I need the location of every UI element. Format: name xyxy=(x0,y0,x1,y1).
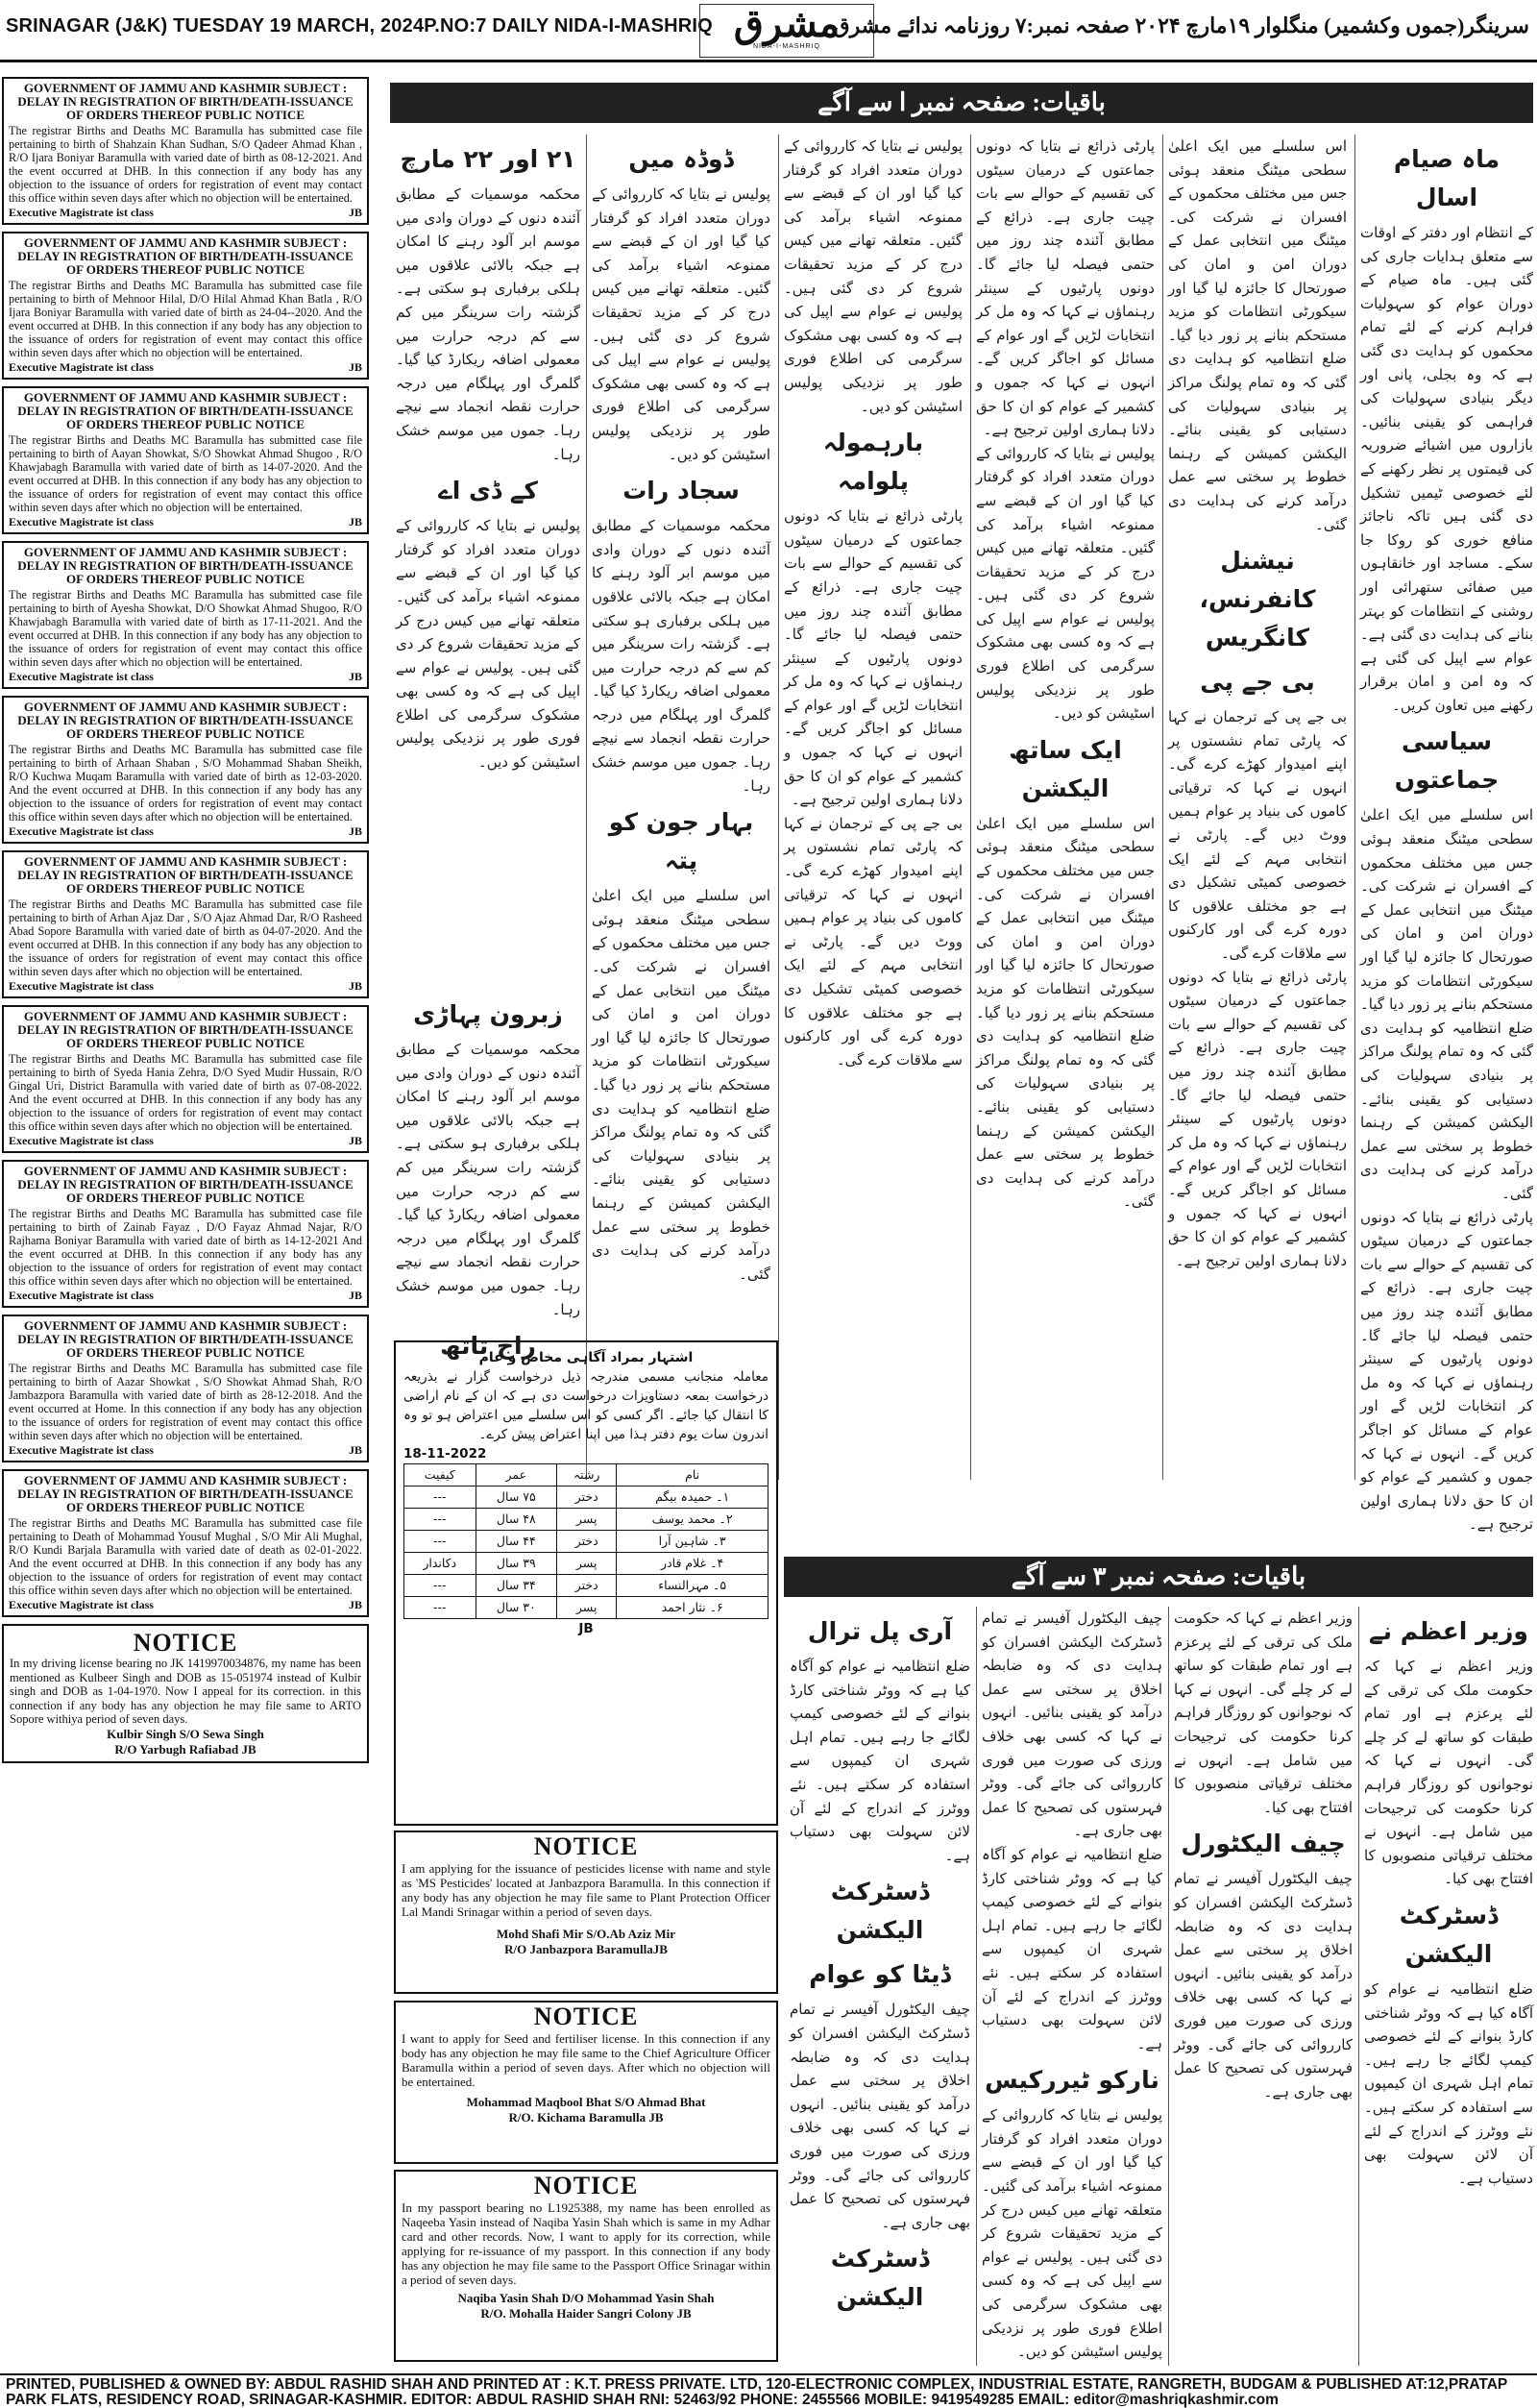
notice-address: R/O. Mohalla Haider Sangri Colony JB xyxy=(480,2306,692,2321)
table-row xyxy=(404,1597,768,1619)
urdu-notice-code: JB xyxy=(578,1621,594,1636)
table-cell: ۳۴ سال xyxy=(476,1575,557,1597)
imprint-line-1: PRINTED, PUBLISHED & OWNED BY: ABDUL RASHID SHAH AND PRINTED AT : K.T. PRESS PRIVATE. LTD, 120-ELECTRONIC COMPLEX, INDUSTRIAL ESTATE, RANGRETH, BUDGAM & PUBLISHED AT:12,PRATAP xyxy=(6,2376,1508,2393)
article-headline: بہار جون کو پتہ xyxy=(608,808,754,875)
notice-address: R/O Yarbugh Rafiabad JB xyxy=(114,1741,256,1757)
article-text: اس سلسلے میں ایک اعلیٰ سطحی میٹنگ منعقد ہوئی جس میں مختلف محکموں کے افسران نے شرکت کی۔ میٹنگ میں انتخابی عمل کے دوران امن و امان کی صورتحال کا جائزہ لیا گیا اور سیکورٹی انتظامات کو مزید مستحکم بنانے پر زور دیا گیا۔ ضلع انتظامیہ کو ہدایت دی گئی کہ وہ تمام پولنگ مراکز پر بنیادی سہولیات کی دستیابی کو یقینی بنائے۔ الیکشن کمیشن کے رہنما خطوط پر سختی سے عمل درآمد کرنے کی ہدایت دی گئی۔ xyxy=(1360,806,1533,1202)
seed-fertiliser-license-notice xyxy=(394,2001,778,2164)
notice-header: GOVERNMENT OF JAMMU AND KASHMIR SUBJECT : DELAY IN REGISTRATION OF BIRTH/DEATH-ISSUANCE OF ORDERS THEREOF PUBLIC NOTICE xyxy=(17,1164,354,1205)
table-cell: ۳۰ سال xyxy=(476,1597,557,1619)
article-text: بی جے پی کے ترجمان نے کہا کہ پارٹی تمام نشستوں پر اپنے امیدوار کھڑے کرے گی۔ انہوں نے کہا کہ ترقیاتی کاموں کی بنیاد پر عوام ہمیں ووٹ دیں گے۔ پارٹی نے انتخابی مہم کے لئے ایک خصوصی کمیٹی تشکیل دی ہے جو مختلف علاقوں کا دورہ کرے گی اور کارکنوں سے ملاقات کرے گی۔ xyxy=(784,814,963,1069)
article-headline: نیشنل کانفرنس، کانگریس xyxy=(1199,547,1316,652)
notice-code: JB xyxy=(348,206,362,219)
notice-header: GOVERNMENT OF JAMMU AND KASHMIR SUBJECT : DELAY IN REGISTRATION OF BIRTH/DEATH-ISSUANCE OF ORDERS THEREOF PUBLIC NOTICE xyxy=(17,545,354,586)
passport-correction-notice xyxy=(394,2170,778,2362)
table-header: نام xyxy=(617,1464,768,1487)
article-text: وزیر اعظم نے کہا کہ حکومت ملک کی ترقی کے لئے پرعزم ہے اور تمام طبقات کو ساتھ لے کر چلے گی۔ انہوں نے کہا کہ نوجوانوں کو روزگار فراہم کرنا حکومت کی ترجیحات میں شامل ہے۔ انہوں نے مختلف ترقیاتی منصوبوں کا افتتاح بھی کیا۔ xyxy=(1174,1609,1353,1816)
article-text: ضلع انتظامیہ نے عوام کو آگاہ کیا ہے کہ ووٹر شناختی کارڈ بنوانے کے لئے خصوصی کیمپ لگائے جا رہے ہیں۔ تمام اہل شہری ان کیمپوں سے استفادہ کر سکتے ہیں۔ نئے ووٹرز کے اندراج کے لئے آن لائن سہولت بھی دستیاب ہے۔ xyxy=(982,1845,1162,2052)
table-cell: ۴۔ غلام قادر xyxy=(617,1553,768,1575)
article-column xyxy=(1168,135,1347,1470)
continued-from-page-1-banner: باقیات: صفحہ نمبر ا سے آگے xyxy=(390,83,1533,123)
article-text: چیف الیکٹورل آفیسر نے تمام ڈسٹرکٹ الیکشن افسران کو ہدایت دی کہ وہ ضابطہ اخلاق پر سختی سے عمل درآمد کو یقینی بنائیں۔ انہوں نے کہا کہ کسی بھی خلاف ورزی کی صورت میں فوری کارروائی کی جائے گی۔ ووٹر فہرستوں کی تصحیح کا عمل بھی جاری ہے۔ xyxy=(1174,1870,1353,2101)
urdu-notice-header: اشتہار بمراد آگاہی مخاص و عام xyxy=(478,1350,694,1365)
column-divider xyxy=(1358,1607,1359,2366)
notice-signatory: Executive Magistrate ist class xyxy=(9,979,154,993)
notice-signatory: Executive Magistrate ist class xyxy=(9,515,154,528)
notice-title: NOTICE xyxy=(133,1629,238,1657)
notice-body: The registrar Births and Deaths MC Baramulla has submitted case file pertaining to birth of Arhaan Shaban , S/O Mohammad Shaban Sheikh, R/O Kuchwa Muqam Baramulla with varied date of birth as 12-03-2020. And the event occurred at DHB. In this connection if any body has any objection to the issuance of orders for registration of event may contact this office within seven days after which no objection will be entertained. xyxy=(9,743,362,823)
article-text: پارٹی ذرائع نے بتایا کہ دونوں جماعتوں کے درمیان سیٹوں کی تقسیم کے حوالے سے بات چیت جاری ہے۔ ذرائع کے مطابق آئندہ چند روز میں حتمی فیصلہ لیا جائے گا۔ دونوں پارٹیوں کے سینئر رہنماؤں نے کہا کہ وہ مل کر انتخابات لڑیں گے اور عوام کے مسائل کو اجاگر کریں گے۔ انہوں نے کہا کہ جموں و کشمیر کے عوام کو ان کا حق دلانا ہماری اولین ترجیح ہے۔ xyxy=(1360,1208,1533,1534)
notice-body: The registrar Births and Deaths MC Baramulla has submitted case file pertaining to birth of Zainab Fayaz , D/O Fayaz Ahmad Najar, R/O Rajhama Boniyar Baramulla with varied date of birth as 14-12-2021 And the event occurred at DHB. In this connection if any body has any objection to the issuance of orders for registration of event may contact this office within seven days after which no objection will be entertained. xyxy=(9,1207,362,1288)
notice-signature: Kulbir Singh S/O Sewa Singh xyxy=(107,1726,264,1741)
article-text: پولیس نے بتایا کہ کارروائی کے دوران متعدد افراد کو گرفتار کیا گیا اور ان کے قبضے سے ممنوعہ اشیاء برآمد کی گئیں۔ متعلقہ تھانے میں کیس درج کر کے مزید تحقیقات شروع کر دی گئی ہیں۔ پولیس نے عوام سے اپیل کی ہے کہ وہ کسی بھی مشکوک سرگرمی کی اطلاع فوری طور پر نزدیکی پولیس اسٹیشن کو دیں۔ xyxy=(976,444,1155,723)
article-text: ضلع انتظامیہ نے عوام کو آگاہ کیا ہے کہ ووٹر شناختی کارڈ بنوانے کے لئے خصوصی کیمپ لگائے جا رہے ہیں۔ تمام اہل شہری ان کیمپوں سے استفادہ کر سکتے ہیں۔ نئے ووٹرز کے اندراج کے لئے آن لائن سہولت بھی دستیاب ہے۔ xyxy=(790,1658,970,1864)
notice-address: R/O. Kichama Baramulla JB xyxy=(508,2110,664,2125)
article-headline: ڈیٹا کو عوام xyxy=(809,1960,951,1989)
article-headline: چیف الیکٹورل xyxy=(1181,1830,1346,1858)
driving-license-notice xyxy=(2,1624,369,1763)
table-cell: دختر xyxy=(557,1575,617,1597)
notice-code: JB xyxy=(348,1134,362,1147)
column-divider xyxy=(970,135,971,1480)
article-text: چیف الیکٹورل آفیسر نے تمام ڈسٹرکٹ الیکشن افسران کو ہدایت دی کہ وہ ضابطہ اخلاق پر سختی سے عمل درآمد کو یقینی بنائیں۔ انہوں نے کہا کہ کسی بھی خلاف ورزی کی صورت میں فوری کارروائی کی جائے گی۔ ووٹر فہرستوں کی تصحیح کا عمل بھی جاری ہے۔ xyxy=(982,1609,1162,1840)
article-column xyxy=(1364,1607,1533,2366)
notice-body: In my passport bearing no L1925388, my name has been enrolled as Naqeeba Yasin instead of Naqiba Yasin Shah which is same in my Adhar card and other records. Now, I want to apply for its correction, while applying for re-issuance of my passport. In this connection if any body has any objection he may file same to the Passport Office Srinagar within a period of seven days. xyxy=(402,2200,770,2287)
urdu-legal-notice xyxy=(394,1340,778,1826)
table-header: کیفیت xyxy=(404,1464,476,1487)
table-header: عمر xyxy=(476,1464,557,1487)
notice-title: NOTICE xyxy=(533,2172,639,2199)
notice-signatory: Executive Magistrate ist class xyxy=(9,670,154,683)
notice-body: The registrar Births and Deaths MC Baramulla has submitted case file pertaining to birth of Ayesha Showkat, D/O Showkat Ahmad Shugoo, R/O Khawjabagh Baramulla with varied date of birth as 17-11-2021. And the event occurred at DHB. In this connection if any body has any objection to the issuance of orders for registration of event may contact this office within seven days after which no objection will be entertained. xyxy=(9,588,362,669)
table-cell: --- xyxy=(404,1531,476,1553)
article-headline: ۲۱ اور ۲۲ مارچ xyxy=(400,145,576,173)
table-cell: ۴۴ سال xyxy=(476,1531,557,1553)
article-headline: ڈسٹرکٹ الیکشن xyxy=(830,1878,930,1945)
table-cell: ۳۔ شاہین آرا xyxy=(617,1531,768,1553)
article-headline: بی جے پی xyxy=(1200,668,1315,697)
public-notice xyxy=(2,696,369,844)
article-text: وزیر اعظم نے کہا کہ حکومت ملک کی ترقی کے لئے پرعزم ہے اور تمام طبقات کو ساتھ لے کر چلے گی۔ انہوں نے کہا کہ نوجوانوں کو روزگار فراہم کرنا حکومت کی ترجیحات میں شامل ہے۔ انہوں نے مختلف ترقیاتی منصوبوں کا افتتاح بھی کیا۔ xyxy=(1364,1658,1533,1888)
notice-code: JB xyxy=(348,515,362,528)
table-cell: ۲۔ محمد یوسف xyxy=(617,1509,768,1531)
table-row xyxy=(404,1553,768,1575)
notice-header: GOVERNMENT OF JAMMU AND KASHMIR SUBJECT : DELAY IN REGISTRATION OF BIRTH/DEATH-ISSUANCE OF ORDERS THEREOF PUBLIC NOTICE xyxy=(17,1318,354,1360)
article-text: پولیس نے بتایا کہ کارروائی کے دوران متعدد افراد کو گرفتار کیا گیا اور ان کے قبضے سے ممنوعہ اشیاء برآمد کی گئیں۔ متعلقہ تھانے میں کیس درج کر کے مزید تحقیقات شروع کر دی گئی ہیں۔ پولیس نے عوام سے اپیل کی ہے کہ وہ کسی بھی مشکوک سرگرمی کی اطلاع فوری طور پر نزدیکی پولیس اسٹیشن کو دیں۔ xyxy=(982,2106,1162,2361)
article-column xyxy=(976,135,1155,1470)
public-notice xyxy=(2,1315,369,1462)
table-cell: پسر xyxy=(557,1597,617,1619)
urdu-notice-body: معاملہ منجانب مسمی مندرجہ ذیل درخواست گزار نے بذریعہ درخواست بمعہ دستاویزات درخواست دی ہے کہ ان کے نام اراضی کا انتقال کیا جائے۔ اگر کسی کو اس سلسلے میں اعتراض ہو تو وہ اندرون سات یوم دفتر ہذا میں اپنا اعتراض پیش کرے۔ xyxy=(403,1369,768,1442)
article-column xyxy=(1360,135,1533,1534)
table-cell: دختر xyxy=(557,1531,617,1553)
heirs-table xyxy=(403,1463,768,1619)
notice-code: JB xyxy=(348,1443,362,1457)
table-header: رشتہ xyxy=(557,1464,617,1487)
article-text: محکمہ موسمیات کے مطابق آئندہ دنوں کے دوران وادی میں موسم ابر آلود رہنے کا امکان ہے جبکہ بالائی علاقوں میں ہلکی برفباری ہو سکتی ہے۔ گزشتہ رات سرینگر میں کم سے کم درجہ حرارت میں معمولی اضافہ ریکارڈ کیا گیا۔ گلمرگ اور پہلگام میں درجہ حرارت نقطہ انجماد سے نیچے رہا۔ جموں میں موسم خشک رہا۔ xyxy=(396,1041,580,1318)
notice-code: JB xyxy=(348,670,362,683)
table-row xyxy=(404,1487,768,1509)
table-cell: ۶۔ نثار احمد xyxy=(617,1597,768,1619)
notice-body: The registrar Births and Deaths MC Baramulla has submitted case file pertaining to birth of Aayan Showkat, S/O Showkat Ahmad Shugoo , R/O Khawjabagh Baramulla with varied date of birth as 14-07-2020. And the event occurred at DHB. In this connection if any body has any objection to the issuance of orders for registration of event may contact this office within seven days after which no objection will be entertained. xyxy=(9,433,362,514)
article-text: اس سلسلے میں ایک اعلیٰ سطحی میٹنگ منعقد ہوئی جس میں مختلف محکموں کے افسران نے شرکت کی۔ میٹنگ میں انتخابی عمل کے دوران امن و امان کی صورتحال کا جائزہ لیا گیا اور سیکورٹی انتظامات کو مزید مستحکم بنانے پر زور دیا گیا۔ ضلع انتظامیہ کو ہدایت دی گئی کہ وہ تمام پولنگ مراکز پر بنیادی سہولیات کی دستیابی کو یقینی بنائے۔ الیکشن کمیشن کے رہنما خطوط پر سختی سے عمل درآمد کرنے کی ہدایت دی گئی۔ xyxy=(592,887,770,1283)
notice-signatory: Executive Magistrate ist class xyxy=(9,206,154,219)
article-text: کے انتظام اور دفتر کے اوقات سے متعلق ہدایات جاری کی گئی ہیں۔ ماہ صیام کے دوران عوام کو سہولیات فراہم کرنے کے لئے تمام محکموں کو ہدایت دی گئی ہے کہ وہ بجلی، پانی اور دیگر بنیادی سہولیات کی فراہمی کو یقینی بنائیں۔ بازاروں میں اشیائے ضروریہ کی قیمتوں پر نظر رکھنے کے لئے خصوصی ٹیمیں تشکیل دی گئی ہیں تاکہ ناجائز منافع خوری کو روکا جا سکے۔ مساجد اور خانقاہوں میں صفائی ستھرائی اور روشنی کے انتظامات کو بہتر بنانے کی ہدایت دی گئی ہے۔ عوام سے اپیل کی گئی ہے کہ وہ امن و امان برقرار رکھنے میں تعاون کریں۔ xyxy=(1360,224,1533,714)
article-headline: آری پل ترال xyxy=(807,1617,953,1645)
notice-body: The registrar Births and Deaths MC Baramulla has submitted case file pertaining to birth of Shahzain Khan Sudhan, S/O Qadeer Ahmad Khan , R/O Ijara Boniyar Baramulla with varied date of birth as 08-12-2021. And the event occurred at DHB. In this connection if any body has any objection to the issuance of orders for registration of event may contact this office within seven days after which no objection will be entertained. xyxy=(9,124,362,205)
article-text: چیف الیکٹورل آفیسر نے تمام ڈسٹرکٹ الیکشن افسران کو ہدایت دی کہ وہ ضابطہ اخلاق پر سختی سے عمل درآمد کو یقینی بنائیں۔ انہوں نے کہا کہ کسی بھی خلاف ورزی کی صورت میں فوری کارروائی کی جائے گی۔ ووٹر فہرستوں کی تصحیح کا عمل بھی جاری ہے۔ xyxy=(790,2001,970,2231)
article-column xyxy=(982,1607,1162,2366)
article-text: پولیس نے بتایا کہ کارروائی کے دوران متعدد افراد کو گرفتار کیا گیا اور ان کے قبضے سے ممنوعہ اشیاء برآمد کی گئیں۔ متعلقہ تھانے میں کیس درج کر کے مزید تحقیقات شروع کر دی گئی ہیں۔ پولیس نے عوام سے اپیل کی ہے کہ وہ کسی بھی مشکوک سرگرمی کی اطلاع فوری طور پر نزدیکی پولیس اسٹیشن کو دیں۔ xyxy=(784,137,963,415)
article-headline: ماہ صیام اسال xyxy=(1393,145,1500,211)
public-notice xyxy=(2,1005,369,1153)
article-headline: ڈسٹرکٹ الیکشن xyxy=(830,2245,930,2312)
article-text: پارٹی ذرائع نے بتایا کہ دونوں جماعتوں کے درمیان سیٹوں کی تقسیم کے حوالے سے بات چیت جاری ہے۔ ذرائع کے مطابق آئندہ چند روز میں حتمی فیصلہ لیا جائے گا۔ دونوں پارٹیوں کے سینئر رہنماؤں نے کہا کہ وہ مل کر انتخابات لڑیں گے اور عوام کے مسائل کو اجاگر کریں گے۔ انہوں نے کہا کہ جموں و کشمیر کے عوام کو ان کا حق دلانا ہماری اولین ترجیح ہے۔ xyxy=(784,507,963,809)
table-cell: --- xyxy=(404,1487,476,1509)
notice-header: GOVERNMENT OF JAMMU AND KASHMIR SUBJECT : DELAY IN REGISTRATION OF BIRTH/DEATH-ISSUANCE OF ORDERS THEREOF PUBLIC NOTICE xyxy=(17,1009,354,1050)
article-headline: ڈسٹرکٹ الیکشن xyxy=(1399,1901,1499,1968)
public-notice xyxy=(2,1469,369,1617)
article-text: پارٹی ذرائع نے بتایا کہ دونوں جماعتوں کے درمیان سیٹوں کی تقسیم کے حوالے سے بات چیت جاری ہے۔ ذرائع کے مطابق آئندہ چند روز میں حتمی فیصلہ لیا جائے گا۔ دونوں پارٹیوں کے سینئر رہنماؤں نے کہا کہ وہ مل کر انتخابات لڑیں گے اور عوام کے مسائل کو اجاگر کریں گے۔ انہوں نے کہا کہ جموں و کشمیر کے عوام کو ان کا حق دلانا ہماری اولین ترجیح ہے۔ xyxy=(1168,968,1347,1269)
table-cell: پسر xyxy=(557,1509,617,1531)
notice-header: GOVERNMENT OF JAMMU AND KASHMIR SUBJECT : DELAY IN REGISTRATION OF BIRTH/DEATH-ISSUANCE OF ORDERS THEREOF PUBLIC NOTICE xyxy=(17,700,354,741)
article-column xyxy=(592,135,770,1470)
public-notice xyxy=(2,850,369,998)
imprint-footer xyxy=(0,2373,1537,2406)
notice-signature: Mohd Shafi Mir S/O.Ab Aziz Mir xyxy=(496,1927,676,1941)
table-cell: --- xyxy=(404,1575,476,1597)
table-cell: --- xyxy=(404,1509,476,1531)
notice-header: GOVERNMENT OF JAMMU AND KASHMIR SUBJECT : DELAY IN REGISTRATION OF BIRTH/DEATH-ISSUANCE OF ORDERS THEREOF PUBLIC NOTICE xyxy=(17,854,354,896)
notice-header: GOVERNMENT OF JAMMU AND KASHMIR SUBJECT : DELAY IN REGISTRATION OF BIRTH/DEATH-ISSUANCE OF ORDERS THEREOF PUBLIC NOTICE xyxy=(17,235,354,277)
urdu-notice-date: 18-11-2022 xyxy=(403,1446,487,1462)
article-column xyxy=(396,990,580,1361)
article-text: بی جے پی کے ترجمان نے کہا کہ پارٹی تمام نشستوں پر اپنے امیدوار کھڑے کرے گی۔ انہوں نے کہا کہ ترقیاتی کاموں کی بنیاد پر عوام ہمیں ووٹ دیں گے۔ پارٹی نے انتخابی مہم کے لئے ایک خصوصی کمیٹی تشکیل دی ہے جو مختلف علاقوں کا دورہ کرے گی اور کارکنوں سے ملاقات کرے گی۔ xyxy=(1168,708,1347,963)
masthead xyxy=(0,0,1537,62)
imprint-line-2: PARK FLATS, RESIDENCY ROAD, SRINAGAR-KASHMIR. EDITOR: ABDUL RASHID SHAH RNI: 52463/92 PHONE: 2455566 MOBILE: 9419549285 EMAIL: editor@mashriqkashmir.com xyxy=(6,2392,1279,2408)
continued-from-page-3-banner: باقیات: صفحہ نمبر ۳ سے آگے xyxy=(784,1557,1533,1597)
table-cell: دکاندار xyxy=(404,1553,476,1575)
notice-signature: Mohammad Maqbool Bhat S/O Ahmad Bhat xyxy=(466,2095,706,2109)
public-notice xyxy=(2,232,369,380)
public-notices-column xyxy=(2,77,369,1763)
notice-body: The registrar Births and Deaths MC Baramulla has submitted case file pertaining to birth of Syeda Hania Zehra, D/O Syed Mudir Hussain, R/O Gingal Uri, District Baramulla with varied date of birth as 07-08-2022. And the event occurred at DHB. In this connection if any body has any objection to the issuance of orders for registration of event may contact this office within seven days after which no objection will be entertained. xyxy=(9,1052,362,1133)
notice-title: NOTICE xyxy=(533,2003,639,2030)
masthead-dateline: SRINAGAR (J&K) TUESDAY 19 MARCH, 2024P.NO:7 DAILY NIDA-I-MASHRIQ xyxy=(6,15,713,37)
article-text: پولیس نے بتایا کہ کارروائی کے دوران متعدد افراد کو گرفتار کیا گیا اور ان کے قبضے سے ممنوعہ اشیاء برآمد کی گئیں۔ متعلقہ تھانے میں کیس درج کر کے مزید تحقیقات شروع کر دی گئی ہیں۔ پولیس نے عوام سے اپیل کی ہے کہ وہ کسی بھی مشکوک سرگرمی کی اطلاع فوری طور پر نزدیکی پولیس اسٹیشن کو دیں۔ xyxy=(396,517,580,772)
notice-header: GOVERNMENT OF JAMMU AND KASHMIR SUBJECT : DELAY IN REGISTRATION OF BIRTH/DEATH-ISSUANCE OF ORDERS THEREOF PUBLIC NOTICE xyxy=(17,1473,354,1514)
notice-code: JB xyxy=(348,1598,362,1611)
public-notice xyxy=(2,386,369,534)
notice-code: JB xyxy=(348,824,362,838)
column-divider xyxy=(976,1607,977,2366)
article-text: محکمہ موسمیات کے مطابق آئندہ دنوں کے دوران وادی میں موسم ابر آلود رہنے کا امکان ہے جبکہ بالائی علاقوں میں ہلکی برفباری ہو سکتی ہے۔ گزشتہ رات سرینگر میں کم سے کم درجہ حرارت میں معمولی اضافہ ریکارڈ کیا گیا۔ گلمرگ اور پہلگام میں درجہ حرارت نقطہ انجماد سے نیچے رہا۔ جموں میں موسم خشک رہا۔ xyxy=(592,517,770,795)
public-notice xyxy=(2,1160,369,1308)
notice-address: R/O Janbazpora BaramullaJB xyxy=(504,1942,668,1956)
article-column xyxy=(1174,1607,1353,2366)
notice-signature: Naqiba Yasin Shah D/O Mohammad Yasin Shah xyxy=(457,2291,715,2305)
article-headline: زبرون پہاڑی xyxy=(413,1000,563,1028)
notice-title: NOTICE xyxy=(533,1832,639,1860)
article-headline: نارکو ٹیررکیس xyxy=(985,2066,1159,2095)
article-headline: ایک ساتھ الیکشن xyxy=(1009,735,1122,802)
table-cell: ۵۔ مہرالنساء xyxy=(617,1575,768,1597)
article-headline: کے ڈی اے xyxy=(438,477,538,505)
notice-body: The registrar Births and Deaths MC Baramulla has submitted case file pertaining to Death of Mohammad Yousuf Mughal , S/O Mir Ali Mughal, R/O Kundi Barjala Baramulla with varied date of death as 02-01-2022. And the event occurred at DHB. In this connection if any body has any objection to the issuance of orders for registration of event may contact this office within seven days after which no objection will be entertained. xyxy=(9,1516,362,1597)
notice-body: The registrar Births and Deaths MC Baramulla has submitted case file pertaining to birth of Arhan Ajaz Dar , S/O Ajaz Ahmad Dar, R/O Rasheed Abad Sopore Baramulla with varied date of birth as 04-07-2020. And the event occurred at DHB. In this connection if any body has any objection to the issuance of orders for registration of event may contact this office within seven days after which no objection will be entertained. xyxy=(9,897,362,978)
notice-body: I am applying for the issuance of pesticides license with name and style as 'MS Pesticides' located at Janbazpora Baramulla. In this connection if any body has any objection he may file same to Plant Protection Officer Lal Mandi Srinagar within a period of seven days. xyxy=(402,1861,770,1919)
column-divider xyxy=(1162,135,1163,1480)
table-row xyxy=(404,1531,768,1553)
article-text: اس سلسلے میں ایک اعلیٰ سطحی میٹنگ منعقد ہوئی جس میں مختلف محکموں کے افسران نے شرکت کی۔ میٹنگ میں انتخابی عمل کے دوران امن و امان کی صورتحال کا جائزہ لیا گیا اور سیکورٹی انتظامات کو مزید مستحکم بنانے پر زور دیا گیا۔ ضلع انتظامیہ کو ہدایت دی گئی کہ وہ تمام پولنگ مراکز پر بنیادی سہولیات کی دستیابی کو یقینی بنائے۔ الیکشن کمیشن کے رہنما خطوط پر سختی سے عمل درآمد کرنے کی ہدایت دی گئی۔ xyxy=(1168,137,1347,533)
notice-body: In my driving license bearing no JK 1419970034876, my name has been mentioned as Kulbeer Singh and DOB as 15-051974 instead of Kulbir singh and DOB as 1-04-1970. Now I appeal for its correction. in this connection if any body has any objection he may file same to ARTO Sopore withiya period of seven days. xyxy=(10,1657,361,1726)
notice-code: JB xyxy=(348,1289,362,1302)
table-row xyxy=(404,1509,768,1531)
notice-code: JB xyxy=(348,360,362,374)
table-cell: ۴۸ سال xyxy=(476,1509,557,1531)
notice-header: GOVERNMENT OF JAMMU AND KASHMIR SUBJECT : DELAY IN REGISTRATION OF BIRTH/DEATH-ISSUANCE OF ORDERS THEREOF PUBLIC NOTICE xyxy=(17,81,354,122)
article-text: ضلع انتظامیہ نے عوام کو آگاہ کیا ہے کہ ووٹر شناختی کارڈ بنوانے کے لئے خصوصی کیمپ لگائے جا رہے ہیں۔ تمام اہل شہری ان کیمپوں سے استفادہ کر سکتے ہیں۔ نئے ووٹرز کے اندراج کے لئے آن لائن سہولت بھی دستیاب ہے۔ xyxy=(1364,1979,1533,2187)
table-cell: دختر xyxy=(557,1487,617,1509)
article-text: اس سلسلے میں ایک اعلیٰ سطحی میٹنگ منعقد ہوئی جس میں مختلف محکموں کے افسران نے شرکت کی۔ میٹنگ میں انتخابی عمل کے دوران امن و امان کی صورتحال کا جائزہ لیا گیا اور سیکورٹی انتظامات کو مزید مستحکم بنانے پر زور دیا گیا۔ ضلع انتظامیہ کو ہدایت دی گئی کہ وہ تمام پولنگ مراکز پر بنیادی سہولیات کی دستیابی کو یقینی بنائے۔ الیکشن کمیشن کے رہنما خطوط پر سختی سے عمل درآمد کرنے کی ہدایت دی گئی۔ xyxy=(976,814,1155,1211)
public-notice xyxy=(2,77,369,225)
notice-body: I want to apply for Seed and fertiliser license. In this connection if any body has any objection he may file same to the Chief Agriculture Officer Baramulla within a period of seven days. After which no objection will be entertained. xyxy=(402,2031,770,2089)
notice-header: GOVERNMENT OF JAMMU AND KASHMIR SUBJECT : DELAY IN REGISTRATION OF BIRTH/DEATH-ISSUANCE OF ORDERS THEREOF PUBLIC NOTICE xyxy=(17,390,354,431)
article-headline: ڈوڈہ میں xyxy=(628,145,734,173)
column-divider xyxy=(1354,135,1355,1480)
logo-text: مشرق xyxy=(733,2,841,45)
table-cell: ۷۵ سال xyxy=(476,1487,557,1509)
table-cell: ۱۔ حمیدہ بیگم xyxy=(617,1487,768,1509)
notice-code: JB xyxy=(348,979,362,993)
article-headline: بارہمولہ پلوامہ xyxy=(822,429,924,496)
public-notice xyxy=(2,541,369,689)
article-headline: سیاسی جماعتوں xyxy=(1394,727,1500,795)
column-divider xyxy=(586,135,587,1480)
masthead-urdu-dateline: سرینگر(جموں وکشمیر) منگلوار ۱۹مارچ ۲۰۲۴ صفحہ نمبر:۷ روزنامہ ندائے مشرق xyxy=(833,13,1529,37)
column-divider xyxy=(1168,1607,1169,2366)
notice-body: The registrar Births and Deaths MC Baramulla has submitted case file pertaining to birth of Mehnoor Hilal, D/O Hilal Ahmad Khan Batla , R/O Ijara Boniyar Baramulla with varied date of birth as 24-04--2020. And the event occurred at DHB. In this connection if any body has any objection to the issuance of orders for registration of event may contact this office within seven days after which no objection will be entertained. xyxy=(9,279,362,359)
article-column xyxy=(790,1607,970,2366)
notice-signatory: Executive Magistrate ist class xyxy=(9,1598,154,1611)
article-headline: راج تاتھ xyxy=(440,1332,536,1361)
article-column xyxy=(396,135,580,980)
table-cell: پسر xyxy=(557,1553,617,1575)
article-text: پولیس نے بتایا کہ کارروائی کے دوران متعدد افراد کو گرفتار کیا گیا اور ان کے قبضے سے ممنوعہ اشیاء برآمد کی گئیں۔ متعلقہ تھانے میں کیس درج کر کے مزید تحقیقات شروع کر دی گئی ہیں۔ پولیس نے عوام سے اپیل کی ہے کہ وہ کسی بھی مشکوک سرگرمی کی اطلاع فوری طور پر نزدیکی پولیس اسٹیشن کو دیں۔ xyxy=(592,185,770,463)
article-column xyxy=(784,135,963,1470)
logo-subtitle: NIDA-I-MASHRIQ xyxy=(753,43,820,50)
table-row xyxy=(404,1575,768,1597)
notice-signatory: Executive Magistrate ist class xyxy=(9,1443,154,1457)
notice-signatory: Executive Magistrate ist class xyxy=(9,360,154,374)
column-divider xyxy=(778,135,779,1480)
article-headline: وزیر اعظم نے xyxy=(1369,1617,1528,1645)
notice-signatory: Executive Magistrate ist class xyxy=(9,824,154,838)
article-headline: سجاد رات xyxy=(622,477,740,505)
table-cell: ۳۹ سال xyxy=(476,1553,557,1575)
article-text: محکمہ موسمیات کے مطابق آئندہ دنوں کے دوران وادی میں موسم ابر آلود رہنے کا امکان ہے جبکہ بالائی علاقوں میں ہلکی برفباری ہو سکتی ہے۔ گزشتہ رات سرینگر میں کم سے کم درجہ حرارت میں معمولی اضافہ ریکارڈ کیا گیا۔ گلمرگ اور پہلگام میں درجہ حرارت نقطہ انجماد سے نیچے رہا۔ جموں میں موسم خشک رہا۔ xyxy=(396,185,580,463)
article-text: پارٹی ذرائع نے بتایا کہ دونوں جماعتوں کے درمیان سیٹوں کی تقسیم کے حوالے سے بات چیت جاری ہے۔ ذرائع کے مطابق آئندہ چند روز میں حتمی فیصلہ لیا جائے گا۔ دونوں پارٹیوں کے سینئر رہنماؤں نے کہا کہ وہ مل کر انتخابات لڑیں گے اور عوام کے مسائل کو اجاگر کریں گے۔ انہوں نے کہا کہ جموں و کشمیر کے عوام کو ان کا حق دلانا ہماری اولین ترجیح ہے۔ xyxy=(976,137,1155,439)
pesticide-license-notice xyxy=(394,1831,778,1994)
table-cell: --- xyxy=(404,1597,476,1619)
notice-signatory: Executive Magistrate ist class xyxy=(9,1289,154,1302)
notice-signatory: Executive Magistrate ist class xyxy=(9,1134,154,1147)
notice-body: The registrar Births and Deaths MC Baramulla has submitted case file pertaining to birth of Aazar Showkat , S/O Showkat Ahmad Shah, R/O Jambazpora Baramulla with varied date of birth as 28-12-2018. And the event occurred at Home. In this connection if any body has any objection to the issuance of orders for registration of event may contact this office within seven days after which no objection will be entertained. xyxy=(9,1362,362,1442)
